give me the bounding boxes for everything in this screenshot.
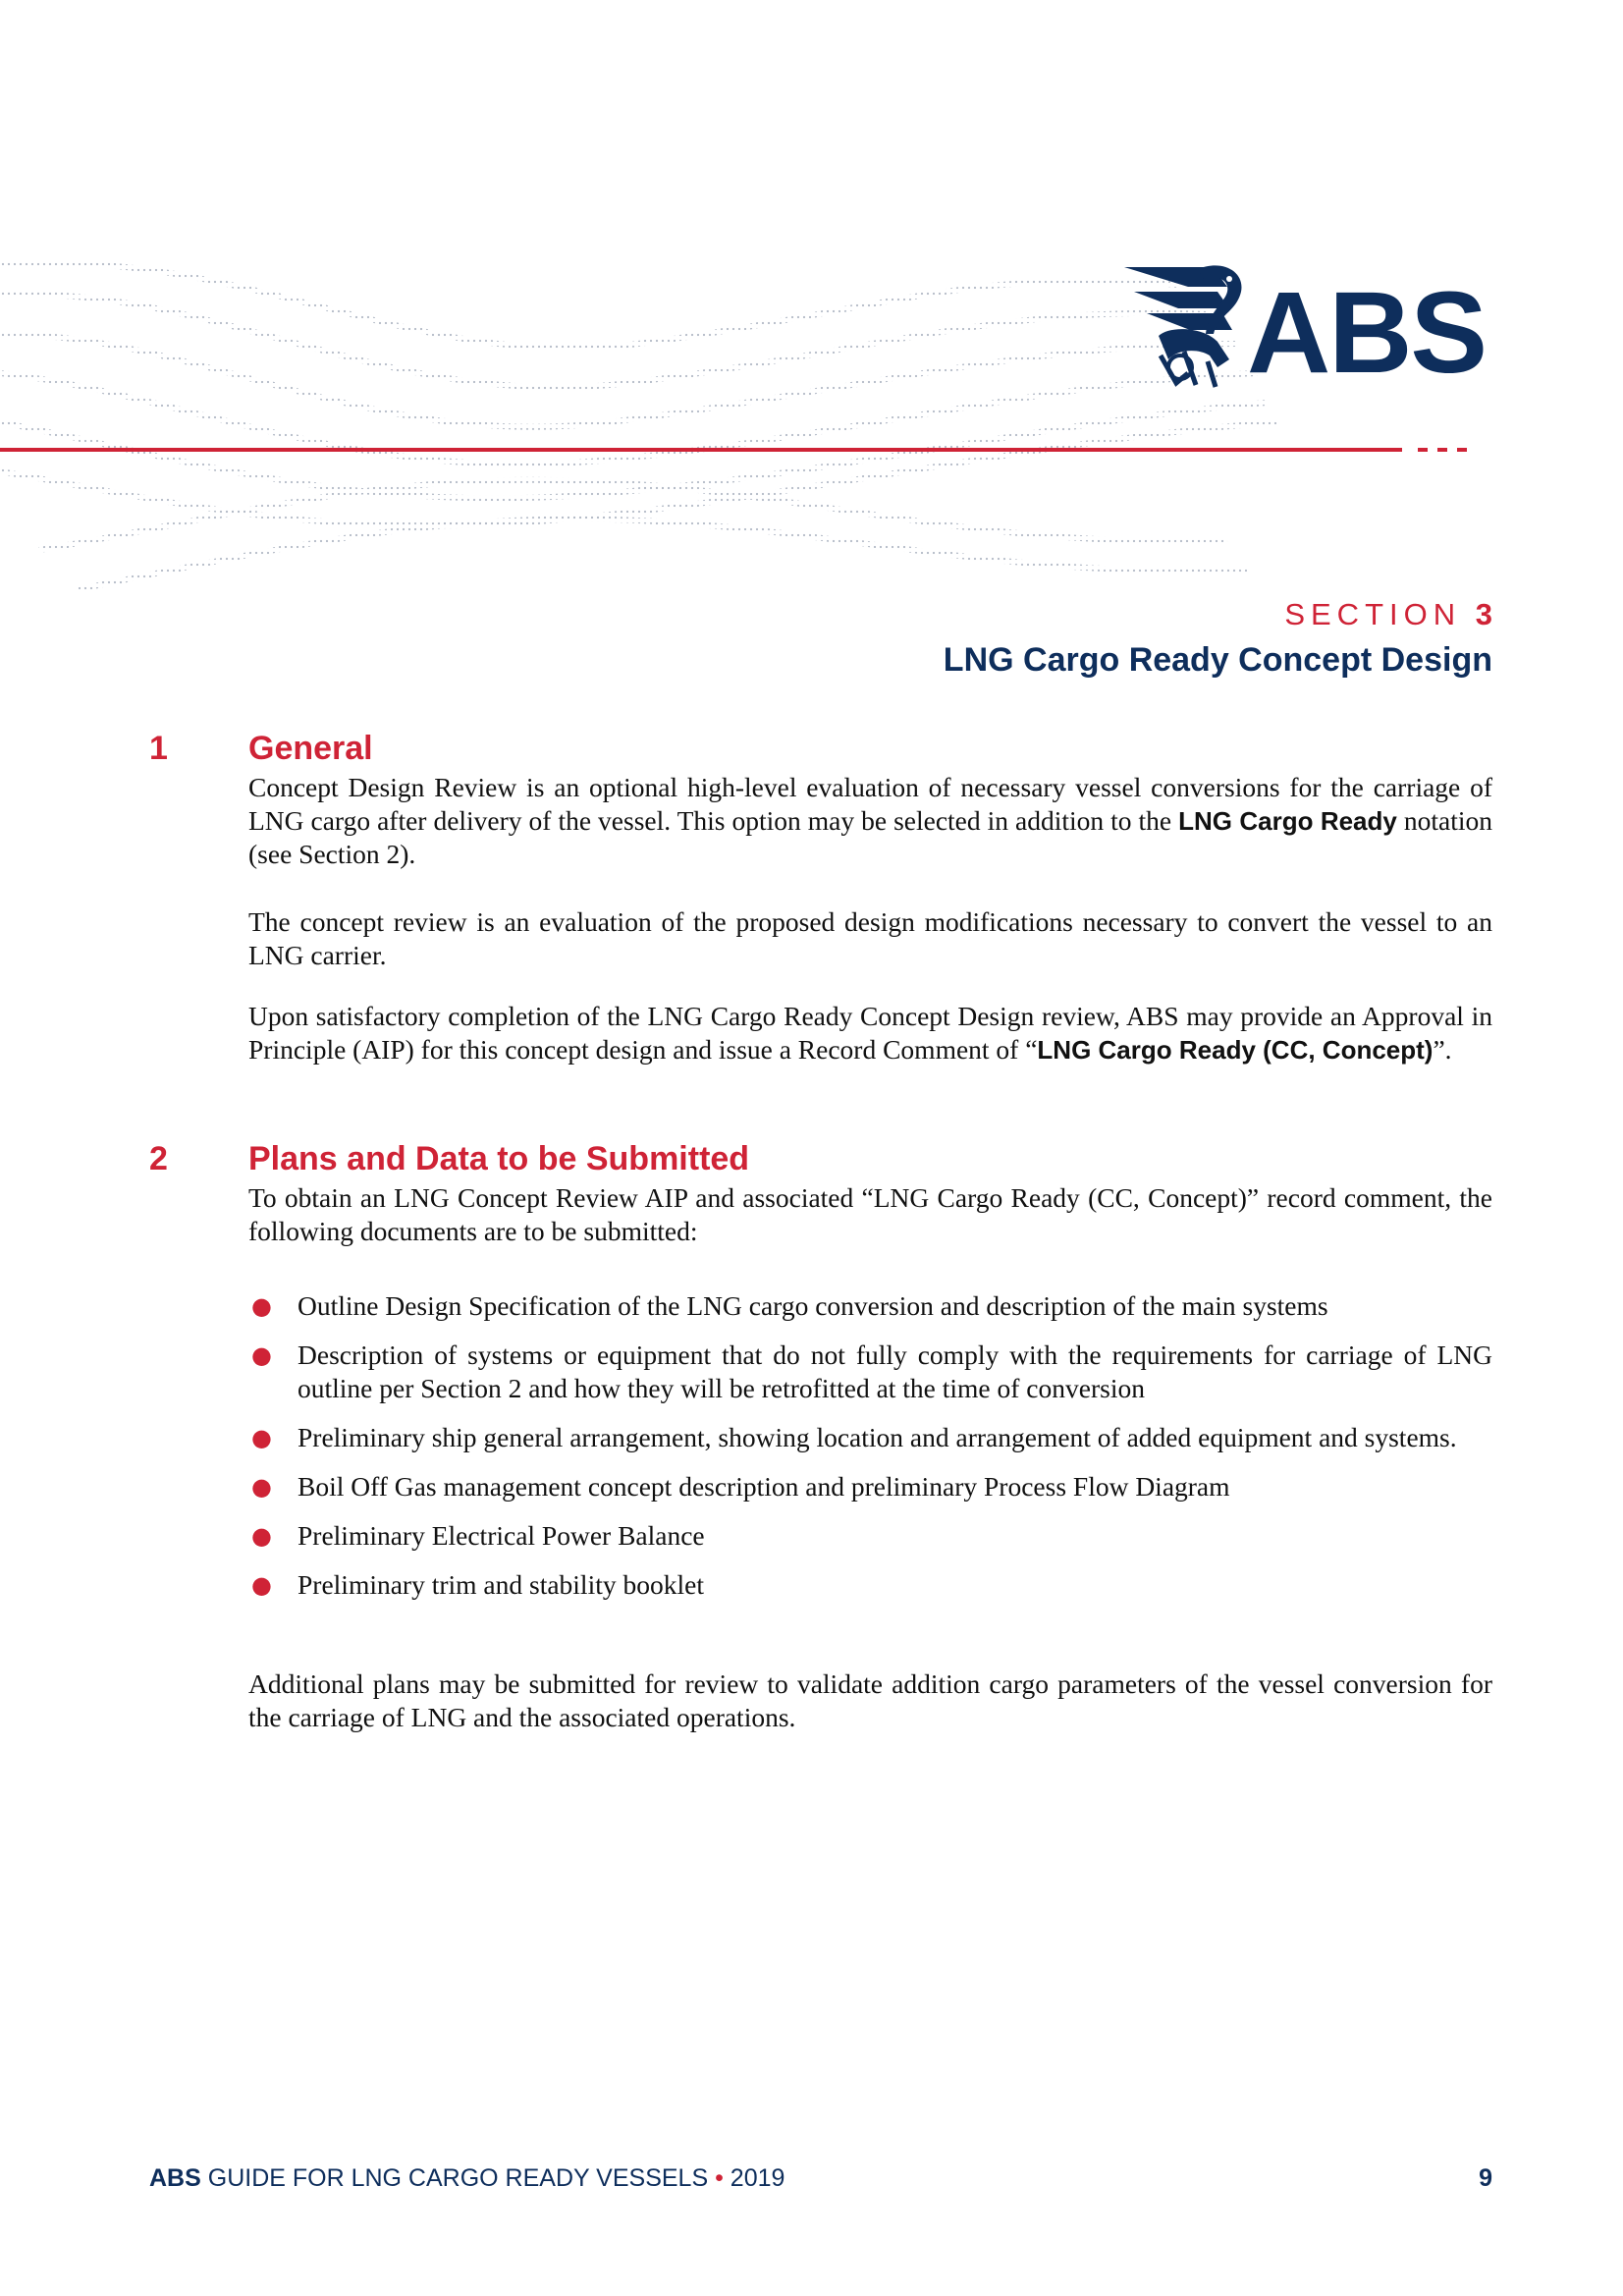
plans-intro: To obtain an LNG Concept Review AIP and associated “LNG Cargo Ready (CC, Concept)” record comment, the following documents are to be submitted: xyxy=(248,1182,1492,1246)
heading-text: Plans and Data to be Submitted xyxy=(248,1140,750,1177)
general-paragraph-2: The concept review is an evaluation of the proposed design modifications necessary to convert the vessel to an LNG carrier. xyxy=(248,906,1492,970)
dotted-wave xyxy=(0,263,1276,589)
general-paragraph-3: Upon satisfactory completion of the LNG Cargo Ready Concept Design review, ABS may provide an Approval in Principle (AIP) for this concept design and issue a Record Comment of “LNG Cargo Ready (CC, Concept)”. xyxy=(248,1001,1492,1065)
general-paragraph-1: Concept Design Review is an optional high-level evaluation of necessary vessel conversions for the carriage of LNG cargo after delivery of the vessel. This option may be selected in addition to the LNG Cargo Ready notation (see Section 2). xyxy=(248,772,1492,869)
logo-wordmark: ABS xyxy=(1247,268,1487,398)
list-item: ● Description of systems or equipment that do not fully comply with the requirements for carriage of LNG outline per Section 2 and how they will be retrofitted at the time of conversion xyxy=(251,1339,1492,1403)
eagle-emblem-icon xyxy=(1119,257,1257,405)
list-item: ● Preliminary Electrical Power Balance xyxy=(251,1520,705,1551)
bullet-icon: ● xyxy=(251,1292,272,1320)
footer-title: GUIDE FOR LNG CARGO READY VESSELS xyxy=(200,2164,716,2192)
bullet-icon: ● xyxy=(251,1424,272,1451)
list-item: ● Preliminary trim and stability booklet xyxy=(251,1569,704,1600)
abs-logo xyxy=(1119,257,1492,405)
page-footer xyxy=(149,2163,1492,2193)
footer-separator: • xyxy=(715,2164,724,2192)
bullet-icon: ● xyxy=(251,1522,272,1550)
list-item: ● Outline Design Specification of the LNG cargo conversion and description of the main systems xyxy=(251,1290,1328,1321)
heading-number: 2 xyxy=(149,1140,168,1177)
section-label xyxy=(944,595,1492,634)
heading-number: 1 xyxy=(149,730,168,767)
footer-brand: ABS xyxy=(149,2164,201,2192)
heading-text: General xyxy=(248,730,373,767)
submission-list xyxy=(248,1289,1492,1617)
bullet-icon: ● xyxy=(251,1473,272,1501)
page-number: 9 xyxy=(1479,2164,1492,2192)
section-header xyxy=(944,595,1492,682)
section-title: LNG Cargo Ready Concept Design xyxy=(943,641,1492,679)
section-number: 3 xyxy=(1475,597,1492,631)
list-item: ● Boil Off Gas management concept description and preliminary Process Flow Diagram xyxy=(251,1471,1230,1502)
red-rule-dashes xyxy=(1418,448,1467,452)
plans-outro: Additional plans may be submitted for review to validate addition cargo parameters of the vessel conversion for the carriage of LNG and the associated operations. xyxy=(248,1668,1492,1732)
bullet-icon: ● xyxy=(251,1571,272,1599)
list-item: ● Preliminary ship general arrangement, showing location and arrangement of added equipment and systems. xyxy=(251,1422,1457,1452)
bullet-icon: ● xyxy=(251,1341,272,1369)
section-word: SECTION xyxy=(1284,597,1462,631)
footer-year: 2019 xyxy=(723,2164,785,2192)
